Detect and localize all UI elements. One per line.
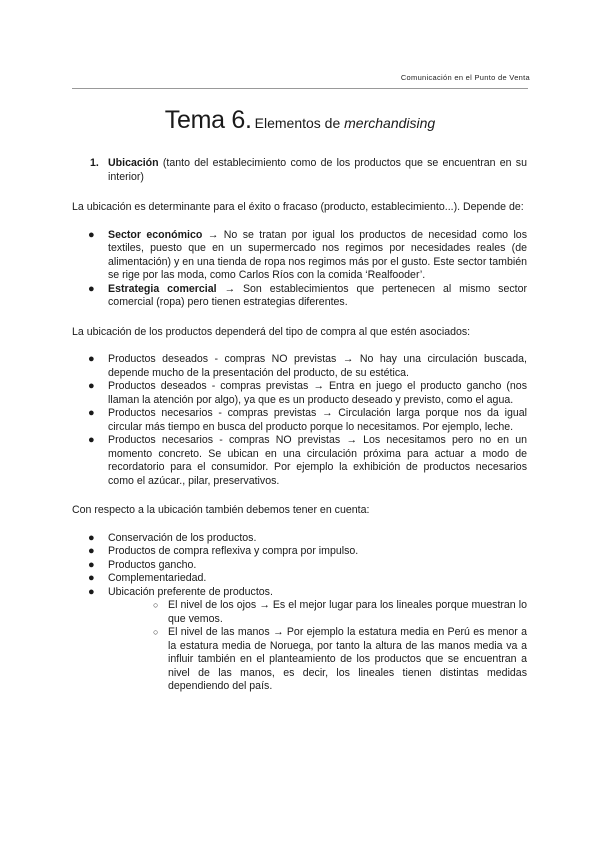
list-item: [72, 407, 527, 434]
sublist-item: [96, 626, 527, 694]
list-item-text: Productos necesarios - compras NO previstas → Los necesitamos pero no en un momento concreto. Se ubican en una circulación próxima para actuar a modo de recordatorio para el consumidor. Por ejemplo la exhibición de productos necesarios como el azúcar., pilar, preservativos.: [108, 434, 527, 487]
bullet-icon: ●: [88, 380, 95, 392]
document-body: [72, 157, 527, 710]
title-subtitle-prefix: Elementos de: [254, 115, 345, 131]
bullet-icon: ●: [88, 531, 95, 544]
bullet-icon: ●: [88, 228, 95, 241]
list-item-text: Ubicación preferente de productos.: [108, 585, 273, 598]
bullet-icon: ●: [88, 558, 95, 571]
list-item-text: Complementariedad.: [108, 572, 207, 584]
list-item-text: Productos deseados - compras previstas → Entra en juego el producto gancho (nos llaman la atención por algo), ya que es un producto deseado y previsto, como el agua.: [108, 380, 527, 406]
list-item: [72, 572, 527, 586]
sub-bullet-icon: ○: [153, 627, 159, 637]
header-rule: [72, 88, 528, 89]
list-item-text: → No se tratan por igual los productos de necesidad como los textiles, puesto que en un supermercado nos regimos por necesidades reales (de alimentación) y en una tienda de ropa nos regimos más por el gusto. Este sector también se rige por las moda, como Carlos Ríos con la comida ‘Realfooder’.: [108, 228, 527, 281]
list-item: [72, 283, 527, 310]
list-item-text: Productos deseados - compras NO previstas → No hay una circulación buscada, depende mucho de la presentación del producto, de su estética.: [108, 353, 527, 379]
list-item-bold: Sector económico: [108, 228, 203, 241]
paragraph-3: Con respecto a la ubicación también debemos tener en cuenta:: [72, 504, 370, 516]
sublist-item-text: El nivel de los ojos → Es el mejor lugar para los lineales porque muestran lo que vemos.: [168, 599, 527, 625]
list-item-text: → Son establecimientos que pertenecen al mismo sector comercial (ropa) pero tienen estrategias diferentes.: [108, 282, 528, 308]
title-main: Tema 6.: [164, 106, 252, 134]
list-item: [72, 353, 527, 380]
list-purchase-types: [72, 353, 527, 488]
list-considerations: [72, 532, 527, 694]
list-item: [72, 545, 527, 559]
paragraph-1: La ubicación es determinante para el éxito o fracaso (producto, establecimiento...). Depende de:: [72, 201, 524, 213]
sublist-placement: [108, 599, 527, 694]
title-subtitle: [255, 115, 436, 131]
list-factors: [72, 229, 527, 310]
section-number: 1.: [90, 157, 99, 169]
bullet-icon: ●: [88, 282, 95, 295]
list-item-text: Productos necesarios - compras previstas → Circulación larga porque nos da igual circular más tiempo en busca del producto porque lo necesitamos. Por ejemplo, leche.: [108, 407, 527, 433]
list-item-bold: Estrategia comercial: [108, 282, 217, 295]
bullet-icon: ●: [88, 585, 95, 598]
list-item: [72, 229, 527, 283]
bullet-icon: ●: [88, 434, 95, 446]
running-header: Comunicación en el Punto de Venta: [400, 73, 530, 82]
list-item: [72, 532, 527, 546]
section-heading: [72, 157, 527, 184]
list-item: [72, 380, 527, 407]
bullet-icon: ●: [88, 407, 95, 419]
list-item-text: Productos gancho.: [108, 558, 197, 571]
list-item: [72, 586, 527, 694]
sub-bullet-icon: ○: [153, 600, 159, 610]
bullet-icon: ●: [88, 545, 95, 557]
sublist-item-text: El nivel de las manos → Por ejemplo la estatura media en Perú es menor a la estatura media de Noruega, por tanto la altura de las manos media va a influir también en el planteamiento de los productos que se encuentran a nivel de las manos, es decir, los lineales tienen distintas medidas dependiendo del país.: [168, 626, 527, 692]
section-label: Ubicación: [108, 157, 159, 169]
list-item-text: Productos de compra reflexiva y compra por impulso.: [108, 545, 359, 557]
list-item-text: Conservación de los productos.: [108, 531, 257, 544]
section-description: (tanto del establecimiento como de los productos que se encuentran en su interior): [108, 157, 527, 183]
bullet-icon: ●: [88, 353, 95, 365]
bullet-icon: ●: [88, 572, 95, 584]
list-item: [72, 559, 527, 573]
list-item: [72, 434, 527, 488]
title-subtitle-italic: merchandising: [344, 115, 436, 131]
sublist-item: [96, 599, 527, 626]
page-title: [0, 106, 600, 135]
paragraph-2: La ubicación de los productos dependerá del tipo de compra al que estén asociados:: [72, 325, 471, 338]
